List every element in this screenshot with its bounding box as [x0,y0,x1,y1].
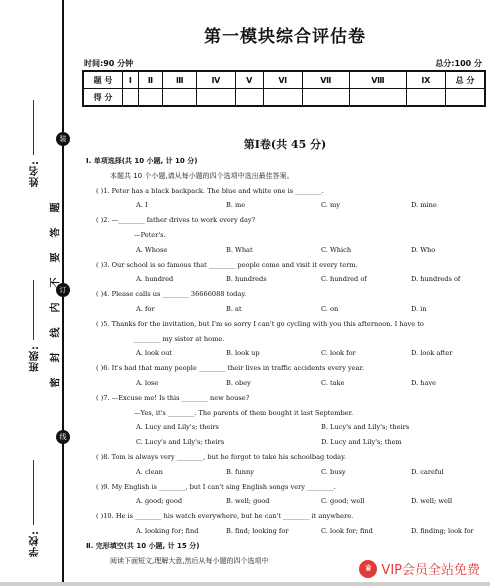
option-c[interactable]: C. busy [321,467,346,476]
question-stem [86,361,490,376]
score-input-cell[interactable] [302,89,350,107]
option-c[interactable]: C. Lucy's and Lily's; theirs [136,438,225,447]
question-sub [86,332,490,347]
school-label: 学校: [30,530,41,557]
score-table-score-row [83,89,485,107]
question-sub [86,228,490,243]
score-table-cell: 总 分 [446,71,486,89]
score-input-cell[interactable] [406,89,445,107]
option-a[interactable]: A. for [136,304,155,313]
part2-instruction: 阅读下面短文,理解大意,然后从每小题的四个选项中 [110,556,269,565]
name-fill-line[interactable] [33,100,34,155]
question-options [86,494,490,509]
question-options [86,243,490,258]
binding-circle-mark: 装 [56,132,70,146]
option-a[interactable]: A. good; good [136,497,183,506]
option-b[interactable]: B. well; good [226,497,270,506]
option-a[interactable]: A. look out [136,349,172,358]
option-d[interactable]: D. finding; look for [411,526,474,535]
question-stem [86,450,490,465]
section-title: 第Ⅰ卷(共 45 分) [243,138,327,151]
sealing-notice-char: 封 [50,352,62,363]
class-fill-line[interactable] [33,280,34,340]
sealing-notice-char: 密 [50,377,62,388]
option-a[interactable]: A. Lucy and Lily's; theirs [136,423,219,432]
question-options [86,524,490,539]
question-text: ( )10. He is ________ his watch everywhere, but he can't ________ it anywhere. [96,512,354,521]
sealing-notice [47,195,61,395]
score-table-cell: Ⅶ [302,71,350,89]
question-options [86,420,490,435]
score-table-header-row [83,71,485,89]
question-stem [86,391,490,406]
option-c[interactable]: C. take [321,378,345,387]
score-input-cell[interactable] [235,89,263,107]
question-options [86,435,490,450]
sealing-notice-char: 线 [50,327,62,338]
option-b[interactable]: B. What [226,245,253,254]
question-stem [86,480,490,495]
option-c[interactable]: C. Which [321,245,352,254]
question-stem [86,258,490,273]
class-label: 班级: [30,345,41,372]
score-table-cell: Ⅵ [263,71,302,89]
question-stem [86,287,490,302]
option-b[interactable]: B. me [226,201,246,210]
option-d[interactable]: D. Who [411,245,436,254]
score-table-cell: Ⅰ [123,71,139,89]
binding-margin [0,0,80,586]
score-input-cell[interactable] [163,89,197,107]
score-table-cell: Ⅴ [235,71,263,89]
question-options [86,302,490,317]
question-text: ( )5. Thanks for the invitation, but I'm so sorry I can't go cycling with you this afternoon. I have to [96,319,424,328]
score-table-cell: 题 号 [83,71,123,89]
option-b[interactable]: B. obey [226,378,251,387]
option-c[interactable]: C. look for [321,349,356,358]
exam-title: 第一模块综合评估卷 [204,27,366,47]
binding-circle-mark: 线 [56,430,70,444]
sealing-notice-char: 内 [50,302,62,313]
part2-heading: Ⅱ. 完形填空(共 10 小题, 计 15 分) [86,541,200,550]
question-text: ( )2. —________ father drives to work every day? [96,216,256,225]
score-input-cell[interactable] [197,89,236,107]
score-table-cell: Ⅸ [406,71,445,89]
option-b[interactable]: B. funny [226,467,254,476]
question-options [86,465,490,480]
question-subtext: ________ my sister at home. [134,334,225,343]
question-text: ( )4. Please calls us ________ 36666088 today. [96,290,247,299]
option-d[interactable]: D. hundreds of [411,275,461,284]
question-text: ( )7. —Excuse me! Is this ________ new house? [96,393,250,402]
exam-time: 时间:90 分钟 [84,59,134,68]
question-stem [86,184,490,199]
option-b[interactable]: B. hundreds [226,275,267,284]
question-text: ( )1. Peter has a black backpack. The blue and white one is ________. [96,186,324,195]
school-fill-line[interactable] [33,460,34,525]
option-b[interactable]: B. find; looking for [226,526,289,535]
score-table-cell: 得 分 [83,89,123,107]
name-label: 姓名: [30,160,41,187]
option-d[interactable]: D. mine [411,201,437,210]
option-d[interactable]: D. well; well [411,497,453,506]
question-subtext: —Peter's. [134,230,166,239]
watermark-text: VIP会员全站免费 [381,563,480,578]
score-table-cell: Ⅱ [138,71,163,89]
option-a[interactable]: A. I [136,201,148,210]
score-table-cell: Ⅲ [163,71,197,89]
option-a[interactable]: A. looking for; find [136,526,199,535]
option-a[interactable]: A. Whose [136,245,168,254]
option-c[interactable]: C. look for; find [321,526,373,535]
bottom-scroll-bar[interactable] [0,582,490,586]
question-options [86,376,490,391]
question-options [86,198,490,213]
score-input-cell[interactable] [138,89,163,107]
option-a[interactable]: A. clean [136,467,163,476]
option-b[interactable]: B. look up [226,349,260,358]
score-input-cell[interactable] [123,89,139,107]
score-table [82,70,486,107]
sealing-notice-char: 不 [50,277,62,288]
option-a[interactable]: A. lose [136,378,159,387]
question-sub [86,406,490,421]
score-input-cell[interactable] [350,89,407,107]
question-stem [86,317,490,332]
option-b[interactable]: B. at [226,304,242,313]
option-d[interactable]: D. look after [411,349,453,358]
option-c[interactable]: C. good; well [321,497,365,506]
vip-watermark[interactable] [355,557,484,580]
exam-content [86,154,490,568]
score-table-cell: Ⅳ [197,71,236,89]
option-d[interactable]: D. careful [411,467,444,476]
question-stem [86,213,490,228]
option-c[interactable]: C. on [321,304,339,313]
sealing-notice-char: 要 [50,252,62,263]
question-options [86,346,490,361]
score-input-cell[interactable] [263,89,302,107]
part1-instruction: 本题共 10 个小题,请从每小题的四个选项中选出最佳答案。 [110,171,294,180]
question-text: ( )8. Tom is always very ________, but he forgot to take his schoolbag today. [96,452,347,461]
sealing-notice-char: 答 [50,227,62,238]
score-input-cell[interactable] [446,89,486,107]
sealing-notice-char: 题 [50,202,62,213]
question-text: ( )9. My English is ________, but I can't sing English songs very ________. [96,482,336,491]
vip-badge-icon: ♛ [359,560,377,578]
question-stem [86,509,490,524]
option-c[interactable]: C. hundred of [321,275,367,284]
question-options [86,272,490,287]
question-text: ( )3. Our school is so famous that ________ people come and visit it every term. [96,260,358,269]
option-c[interactable]: C. my [321,201,340,210]
option-d[interactable]: D. in [411,304,427,313]
part1-heading: Ⅰ. 单项选择(共 10 小题, 计 10 分) [86,157,198,165]
option-a[interactable]: A. hundred [136,275,174,284]
score-table-cell: Ⅷ [350,71,407,89]
binding-circle-mark: 订 [56,283,70,297]
question-subtext: —Yes, it's ________. The parents of them bought it last September. [134,408,354,417]
option-b[interactable]: B. Lucy's and Lily's; theirs [321,423,410,432]
question-text: ( )6. It's bad that many people ________ their lives in traffic accidents every year. [96,364,365,373]
option-d[interactable]: D. Lucy and Lily's; them [321,438,402,447]
exam-total-score: 总分:100 分 [435,59,482,68]
option-d[interactable]: D. have [411,378,437,387]
